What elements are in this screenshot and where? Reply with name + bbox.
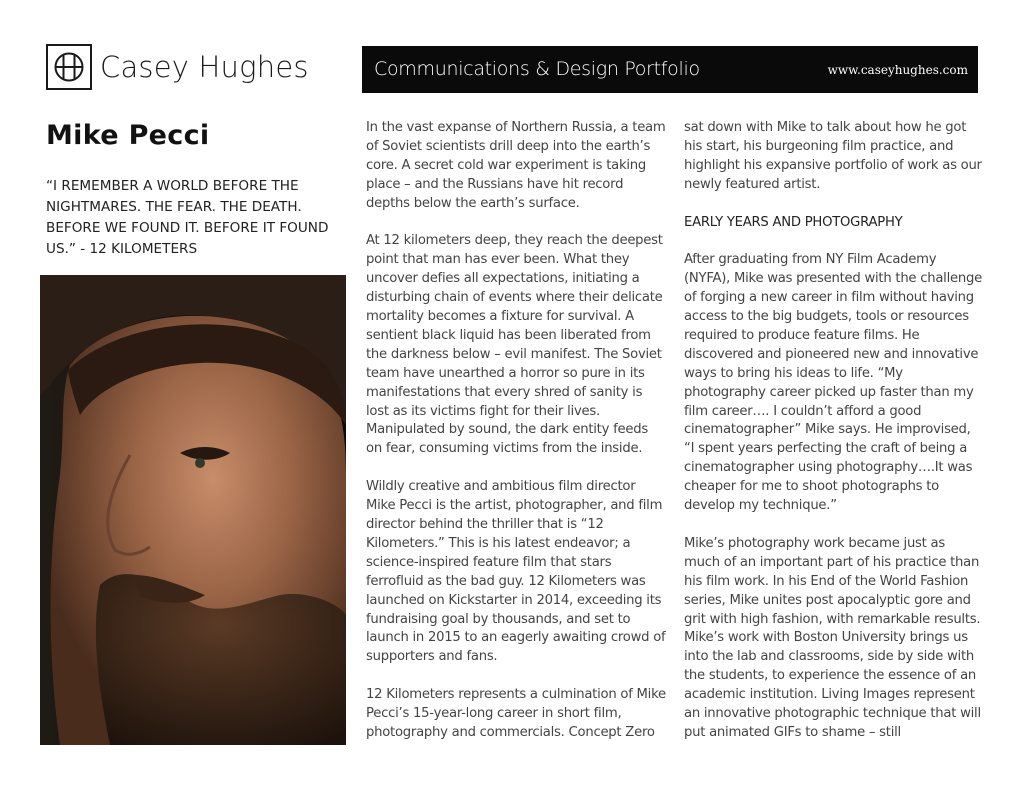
portrait-photo xyxy=(40,275,346,745)
monogram-icon xyxy=(46,44,92,90)
brand-logo xyxy=(46,44,309,90)
paragraph: Wildly creative and ambitious film director Mike Pecci is the artist, photographer, and film director behind the thriller that is “12 Kilometers.” This is his latest endeavor; a science-inspired feature film that stars ferrofluid as the bad guy. 12 Kilometers was launched on Kickstarter in 2014, exceeding its fundraising goal by thousands, and set to launch in 2015 to an eagerly awaiting crowd of supporters and fans. xyxy=(366,479,666,665)
section-heading: EARLY YEARS AND PHOTOGRAPHY xyxy=(684,214,903,230)
paragraph: In the vast expanse of Northern Russia, a team of Soviet scientists drill deep into the earth’s core. A secret cold war experiment is taking place – and the Russians have hit record depths below the earth’s surface. xyxy=(366,120,666,211)
paragraph: Mike’s photography work became just as much of an important part of his practice than his film work. In his End of the World Fashion series, Mike unites post apocalyptic gore and grit with high fashion, with remarkable results. Mike’s work with Boston University brings us into the lab and classrooms, side by side with the students, to experience the essence of an academic institution. Living Images represent an innovative photographic technique that will put animated GIFs to shame – still xyxy=(684,535,981,740)
pull-quote: “I REMEMBER A WORLD BEFORE THE NIGHTMARES. THE FEAR. THE DEATH. BEFORE WE FOUND IT. BEFORE IT FOUND US.” - 12 KILOMETERS xyxy=(46,178,329,257)
article-column-2 xyxy=(684,119,984,743)
paragraph: 12 Kilometers represents a culmination of Mike Pecci’s 15-year-long career in short film, photography and commercials. Concept Zero xyxy=(366,687,666,740)
brand-name: Casey Hughes xyxy=(100,50,309,84)
paragraph: After graduating from NY Film Academy (NYFA), Mike was presented with the challenge of forging a new career in film without having access to the big budgets, tools or resources required to produce feature films. He discovered and pioneered new and innovative ways to bring his ideas to life. “My photography career picked up faster than my film career…. I couldn’t afford a good cinematographer” Mike says. He improvised, “I spent years perfecting the craft of being a cinematographer using photography….It was cheaper for me to shoot photographs to develop my technique.” xyxy=(684,252,982,514)
paragraph: At 12 kilometers deep, they reach the deepest point that man has ever been. What they uncover defies all expectations, initiating a disturbing chain of events where their delicate mortality becomes a fixture for survival. A sentient black liquid has been liberated from the darkness below – evil manifest. The Soviet team have unearthed a horror so pure in its manifestations that every shred of sanity is lost as its victims fight for their lives. Manipulated by sound, the dark entity feeds on fear, consuming victims from the inside. xyxy=(366,233,663,457)
header-bar xyxy=(362,46,978,93)
website-link[interactable]: www.caseyhughes.com xyxy=(827,63,968,77)
paragraph: sat down with Mike to talk about how he got his start, his burgeoning film practice, and highlight his expansive portfolio of work as our newly featured artist. xyxy=(684,120,982,192)
artist-name: Mike Pecci xyxy=(46,120,210,151)
portfolio-title: Communications & Design Portfolio xyxy=(374,58,700,80)
article-column-1 xyxy=(366,119,666,743)
